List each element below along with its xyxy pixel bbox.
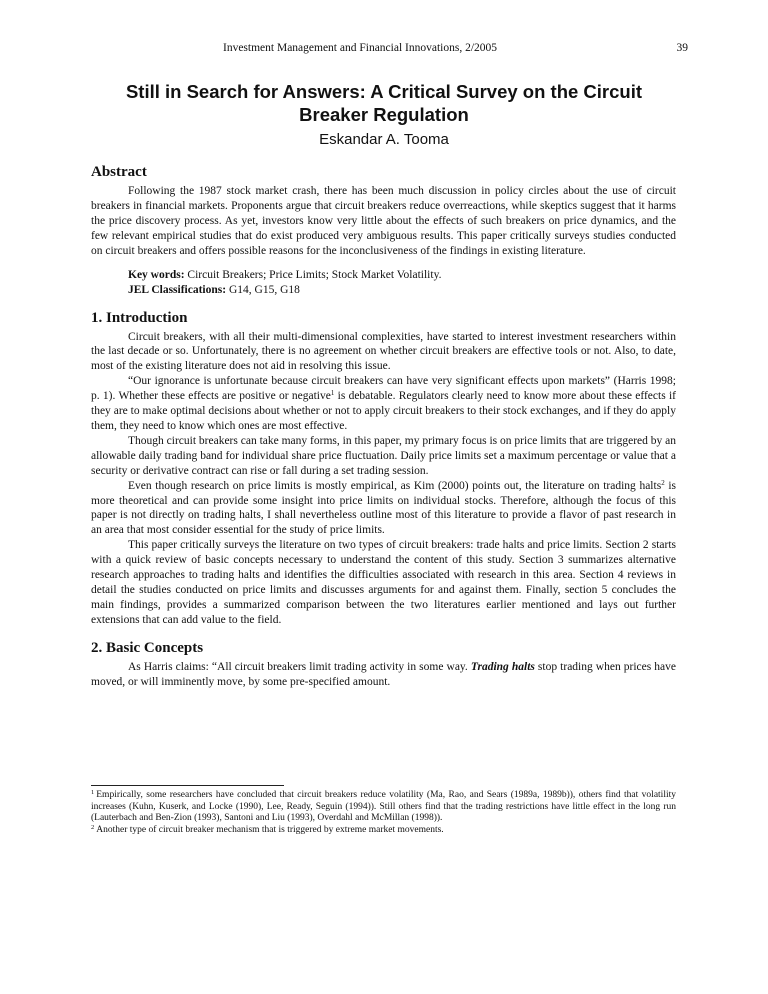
section-heading: 1. Introduction <box>91 309 188 326</box>
paragraph: Though circuit breakers can take many forms, in this paper, my primary focus is on price limits that are triggered by an allowable daily trading band for individual share price fluctuation. Daily price limits set a maximum percentage or value that a security or derivative contract can rise or fall during a set trading session. <box>91 434 676 477</box>
footnote-text: Another type of circuit breaker mechanism that is triggered by extreme market movements. <box>96 824 444 835</box>
section-basic-concepts <box>91 639 676 690</box>
footnote-divider <box>91 785 284 786</box>
paper-title: Still in Search for Answers: A Critical Survey on the Circuit Breaker Regulation <box>125 81 643 125</box>
footnote-text: Empirically, some researchers have concluded that circuit breakers reduce volatility (Ma, Rao, and Sears (1989a, 1989b)), others find that volatility increases (Kuhn, Kuserk, and Locke (1990), Lee, Ready, Seguin (1994)). Still others find that the trading restrictions have little effect in the long run (Lauterbach and Ben-Zion (1993), Santoni and Liu (1993), Overdahl and McMillan (1998)). <box>91 790 676 824</box>
paragraph <box>91 660 676 690</box>
paper-body <box>91 163 676 689</box>
abstract-section <box>91 163 676 298</box>
footnote-ref[interactable]: 1 <box>330 389 335 398</box>
jel-label: JEL Classifications: <box>128 283 227 296</box>
author-name: Eskandar A. Tooma <box>319 131 449 148</box>
footnote-ref[interactable]: 2 <box>661 478 665 487</box>
keywords-label: Key words: <box>128 268 185 281</box>
footnote-mark: 2 <box>91 823 95 831</box>
abstract-text: Following the 1987 stock market crash, there has been much discussion in policy circles about the use of circuit breakers in financial markets. Proponents argue that circuit breakers reduce overreactions, while skeptics suggest that it harms the price discovery process. As yet, investors know very little about the effects of such breakers on price dynamics, and the few relevant empirical studies that do exist produced very ambiguous results. This paper critically surveys studies conducted on circuit breakers and offers possible reasons for the inconclusiveness of the findings in existing literature. <box>91 185 676 257</box>
section-heading: 2. Basic Concepts <box>91 639 204 656</box>
footnote <box>91 790 676 825</box>
page-number: 39 <box>676 42 688 54</box>
abstract-heading: Abstract <box>91 164 147 180</box>
paragraph-text: stop trading when prices have moved, or will imminently move, by some pre-specified amount. <box>91 660 676 688</box>
emphasis-term: Trading halts <box>470 660 535 673</box>
paragraph-text: Even though research on price limits is mostly empirical, as Kim (2000) points out, the literature on trading halts <box>128 479 662 492</box>
jel-line <box>128 283 676 298</box>
footnotes <box>91 785 676 836</box>
keywords-block <box>128 268 676 298</box>
footnote-mark: 1 <box>91 789 95 796</box>
paragraph <box>91 479 676 539</box>
journal-name: Investment Management and Financial Innovations, 2/2005 <box>223 42 498 54</box>
paragraph-text: As Harris claims: “All circuit breakers limit trading activity in some way. <box>128 660 471 673</box>
footnote <box>91 825 676 837</box>
keywords-value: Circuit Breakers; Price Limits; Stock Market Volatility. <box>184 268 442 281</box>
section-introduction <box>91 309 676 628</box>
paragraph-text: “Our ignorance is unfortunate because circuit breakers can have very significant effects upon markets” (Harris 1998; p. 1). Whether these effects are positive or negative <box>91 375 676 403</box>
paragraph: Circuit breakers, with all their multi-dimensional complexities, have started to interest investment researchers within the last decade or so. Unfortunately, there is no agreement on whether circuit breakers are effective tools or not. Also, to date, most of the existing literature does not aid in resolving this issue. <box>91 330 676 373</box>
paragraph-text: is debatable. Regulators clearly need to know more about these effects if they are to make optimal decisions about whether or not to apply circuit breakers to their stock exchanges, and if they do apply them, they need to know which ones are most effective. <box>91 390 676 432</box>
paragraph-text: is more theoretical and can provide some insight into price limits on individual stocks. Therefore, although the focus of this paper is not directly on trading halts, I shall nevertheless outline most of this literature to provide a flavor of past research in an area that most consider essential for the study of price limits. <box>91 479 677 537</box>
jel-value: G14, G15, G18 <box>226 283 300 296</box>
keywords-line <box>128 268 676 283</box>
paragraph: This paper critically surveys the literature on two types of circuit breakers: trade halts and price limits. Section 2 starts with a quick review of basic concepts necessary to understand the content of this study. Section 3 summarizes alternative research approaches to trading halts and identifies the difficulties associated with research in this area. Section 4 reviews in detail the studies conducted on price limits and discusses arguments for and against them. Finally, section 5 concludes the main findings, provides a summarized comparison between the two literatures earlier mentioned and lays out further extensions that can add value to the field. <box>91 539 676 626</box>
paragraph <box>91 374 676 434</box>
